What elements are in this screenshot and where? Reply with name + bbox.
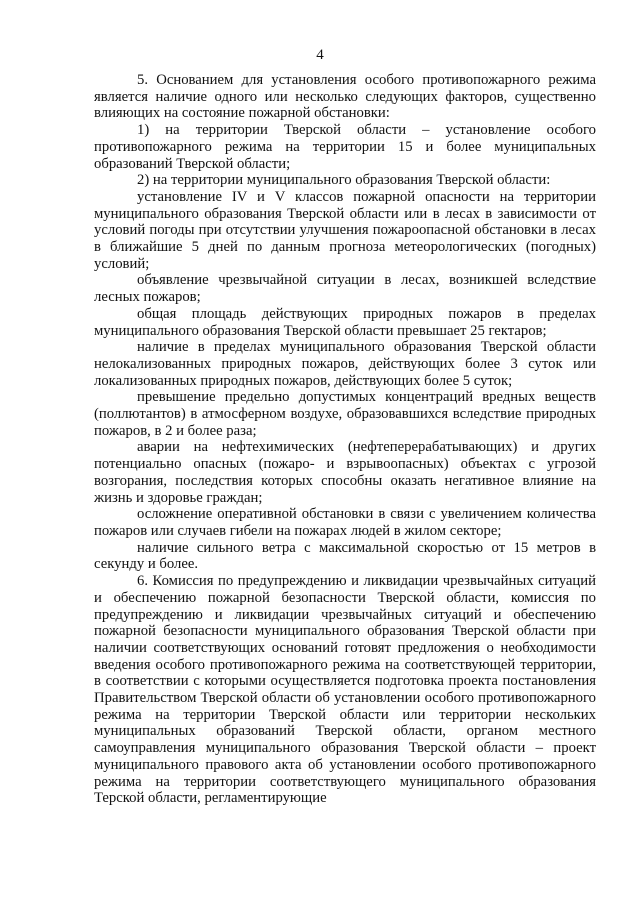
factor-unlocalized-fires: наличие в пределах муниципального образования Тверской области нелокализованных природных пожаров, действующих более 3 суток или локализованных природных пожаров, действующих более 5 суток; — [94, 339, 596, 389]
paragraph-5-item-1: 1) на территории Тверской области – установление особого противопожарного режима на территории 15 и более муниципальных образований Тверской области; — [94, 122, 596, 172]
factor-pollutant-concentration: превышение предельно допустимых концентраций вредных веществ (поллютантов) в атмосферном воздухе, образовавшихся вследствие природных пожаров, в 2 и более раза; — [94, 389, 596, 439]
paragraph-5-item-2: 2) на территории муниципального образования Тверской области: — [137, 172, 551, 189]
paragraph-6: 6. Комиссия по предупреждению и ликвидации чрезвычайных ситуаций и обеспечению пожарной безопасности Тверской области, комиссия по предупреждению и ликвидации чрезвычайных ситуаций и обеспечению пожарной безопасности муниципального образования Тверской области при наличии соответствующих оснований готовят предложения о необходимости введения особого противопожарного режима на соответствующей территории, в соответствии с которыми осуществляется подготовка проекта постановления Правительством Тверской области об установлении особого противопожарного режима на территории Тверской области или территории нескольких муниципальных образований Тверской области, органом местного самоуправления муниципального образования Тверской области – проект муниципального правового акта об установлении особого противопожарного режима на территории соответствующего муниципального образования Терской области, регламентирующие — [94, 573, 596, 807]
factor-fire-area: общая площадь действующих природных пожаров в пределах муниципального образования Тверской области превышает 25 гектаров; — [94, 305, 596, 339]
factor-operational-situation: осложнение оперативной обстановки в связи с увеличением количества пожаров или случаев гибели на пожарах людей в жилом секторе; — [94, 506, 596, 539]
factor-strong-wind: наличие сильного ветра с максимальной скоростью от 15 метров в секунду и более. — [94, 539, 596, 573]
factor-fire-danger-class: установление IV и V классов пожарной опасности на территории муниципального образования Тверской области или в лесах в зависимости от условий погоды при отсутствии улучшения пожароопасной обстановки в лесах в ближайшие 5 дней по данным прогноза метеорологических (погодных) условий; — [94, 188, 596, 272]
factor-emergency-declaration: объявление чрезвычайной ситуации в лесах, возникшей вследствие лесных пожаров; — [94, 272, 596, 306]
paragraph-5: 5. Основанием для установления особого противопожарного режима является наличие одного или несколько следующих факторов, существенно влияющих на состояние пожарной обстановки: — [94, 72, 596, 122]
document-body — [94, 72, 596, 807]
factor-petrochemical-accidents: аварии на нефтехимических (нефтеперерабатывающих) и других потенциально опасных (пожаро- и взрывоопасных) объектах с угрозой возгорания, последствия которых способны оказать негативное влияние на жизнь и здоровье граждан; — [94, 439, 596, 506]
page-number: 4 — [316, 47, 324, 63]
